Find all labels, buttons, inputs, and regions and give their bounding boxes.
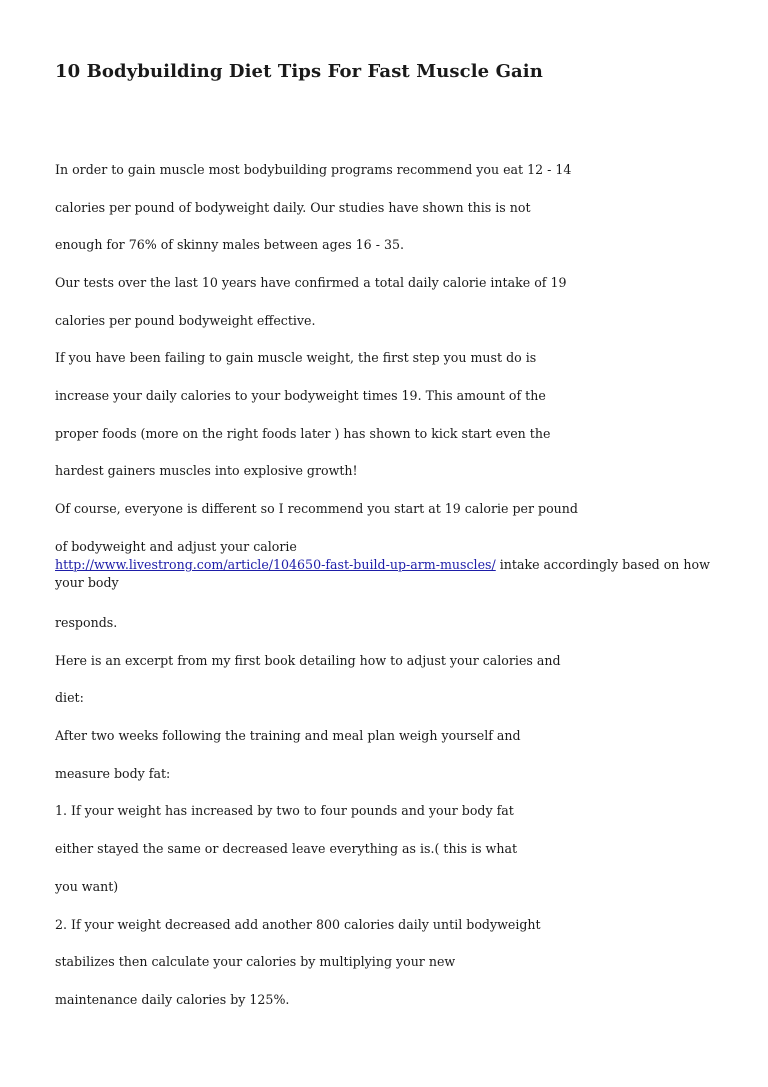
text-line: calories per pound bodyweight effective. bbox=[55, 313, 316, 328]
text-line: Of course, everyone is different so I recommend you start at 19 calorie per pound bbox=[55, 501, 578, 516]
text-line: either stayed the same or decreased leave everything as is.( this is what bbox=[55, 841, 518, 856]
link-paragraph bbox=[55, 538, 715, 592]
text-line: calories per pound of bodyweight daily. Our studies have shown this is not bbox=[55, 200, 531, 215]
livestrong-article-link[interactable]: http://www.livestrong.com/article/104650-fast-build-up-arm-muscles/ bbox=[55, 557, 496, 572]
text-line: If you have been failing to gain muscle weight, the first step you must do is bbox=[55, 350, 537, 365]
text-line: After two weeks following the training and meal plan weigh yourself and bbox=[55, 728, 521, 743]
text-line: 2. If your weight decreased add another 800 calories daily until bodyweight bbox=[55, 917, 541, 932]
text-line: responds. bbox=[55, 615, 118, 630]
text-line: stabilizes then calculate your calories by multiplying your new bbox=[55, 954, 456, 969]
link-paragraph-before: of bodyweight and adjust your calorie bbox=[55, 539, 297, 554]
text-line: maintenance daily calories by 125%. bbox=[55, 992, 290, 1007]
text-line: Here is an excerpt from my first book detailing how to adjust your calories and bbox=[55, 653, 561, 668]
text-line: 1. If your weight has increased by two to four pounds and your body fat bbox=[55, 803, 514, 818]
text-line: increase your daily calories to your bodyweight times 19. This amount of the bbox=[55, 388, 546, 403]
link-paragraph-after: intake accordingly based on how your body bbox=[55, 557, 710, 590]
text-line: Our tests over the last 10 years have confirmed a total daily calorie intake of 19 bbox=[55, 275, 567, 290]
text-line: diet: bbox=[55, 690, 84, 705]
text-line: hardest gainers muscles into explosive growth! bbox=[55, 463, 358, 478]
text-line: you want) bbox=[55, 879, 119, 894]
text-line: measure body fat: bbox=[55, 766, 171, 781]
text-line: In order to gain muscle most bodybuilding programs recommend you eat 12 - 14 bbox=[55, 162, 572, 177]
page-title: 10 Bodybuilding Diet Tips For Fast Muscle Gain bbox=[55, 61, 543, 82]
text-line: enough for 76% of skinny males between ages 16 - 35. bbox=[55, 237, 404, 252]
text-line: proper foods (more on the right foods later ) has shown to kick start even the bbox=[55, 426, 551, 441]
